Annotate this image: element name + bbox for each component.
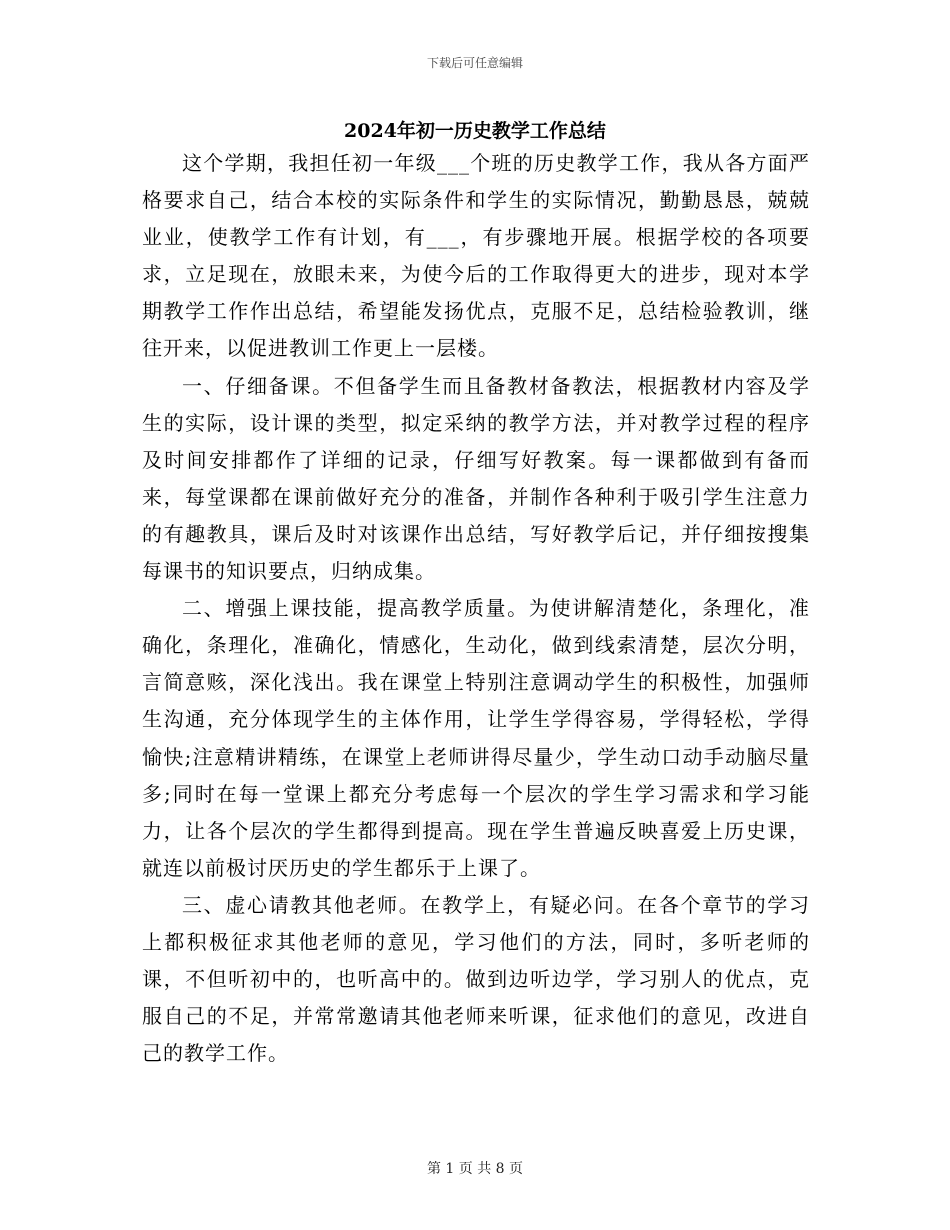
- paragraph-intro: 这个学期，我担任初一年级___个班的历史教学工作，我从各方面严格要求自己，结合本校的实际条件和学生的实际情况，勤勤恳恳，兢兢业业，使教学工作有计划，有___，有步骤地开展。根据学校的各项要求，立足现在，放眼未来，为使今后的工作取得更大的进步，现对本学期教学工作作出总结，希望能发扬优点，克服不足，总结检验教训，继往开来，以促进教训工作更上一层楼。: [142, 151, 810, 361]
- paragraph-section-3: 三、虚心请教其他老师。在教学上，有疑必问。在各个章节的学习上都积极征求其他老师的意见，学习他们的方法，同时，多听老师的课，不但听初中的，也听高中的。做到边听边学，学习别人的优点，克服自己的不足，并常常邀请其他老师来听课，征求他们的意见，改进自己的教学工作。: [142, 892, 810, 1066]
- document-title: 2024年初一历史教学工作总结: [344, 120, 606, 142]
- paragraph-section-1: 一、仔细备课。不但备学生而且备教材备教法，根据教材内容及学生的实际，设计课的类型，拟定采纳的教学方法，并对教学过程的程序及时间安排都作了详细的记录，仔细写好教案。每一课都做到有备而来，每堂课都在课前做好充分的准备，并制作各种利于吸引学生注意力的有趣教具，课后及时对该课作出总结，写好教学后记，并仔细按搜集每课书的知识要点，归纳成集。: [142, 373, 810, 584]
- paragraph-section-2: 二、增强上课技能，提高教学质量。为使讲解清楚化，条理化，准确化，条理化，准确化，情感化，生动化，做到线索清楚，层次分明，言简意赅，深化浅出。我在课堂上特别注意调动学生的积极性，加强师生沟通，充分体现学生的主体作用，让学生学得容易，学得轻松，学得愉快;注意精讲精练，在课堂上老师讲得尽量少，学生动口动手动脑尽量多;同时在每一堂课上都充分考虑每一个层次的学生学习需求和学习能力，让各个层次的学生都得到提高。现在学生普遍反映喜爱上历史课，就连以前极讨厌历史的学生都乐于上课了。: [142, 596, 810, 880]
- page-number: 第 1 页 共 8 页: [426, 1161, 524, 1177]
- document-body: [142, 145, 810, 1072]
- page-header-note: 下载后可任意编辑: [426, 56, 523, 70]
